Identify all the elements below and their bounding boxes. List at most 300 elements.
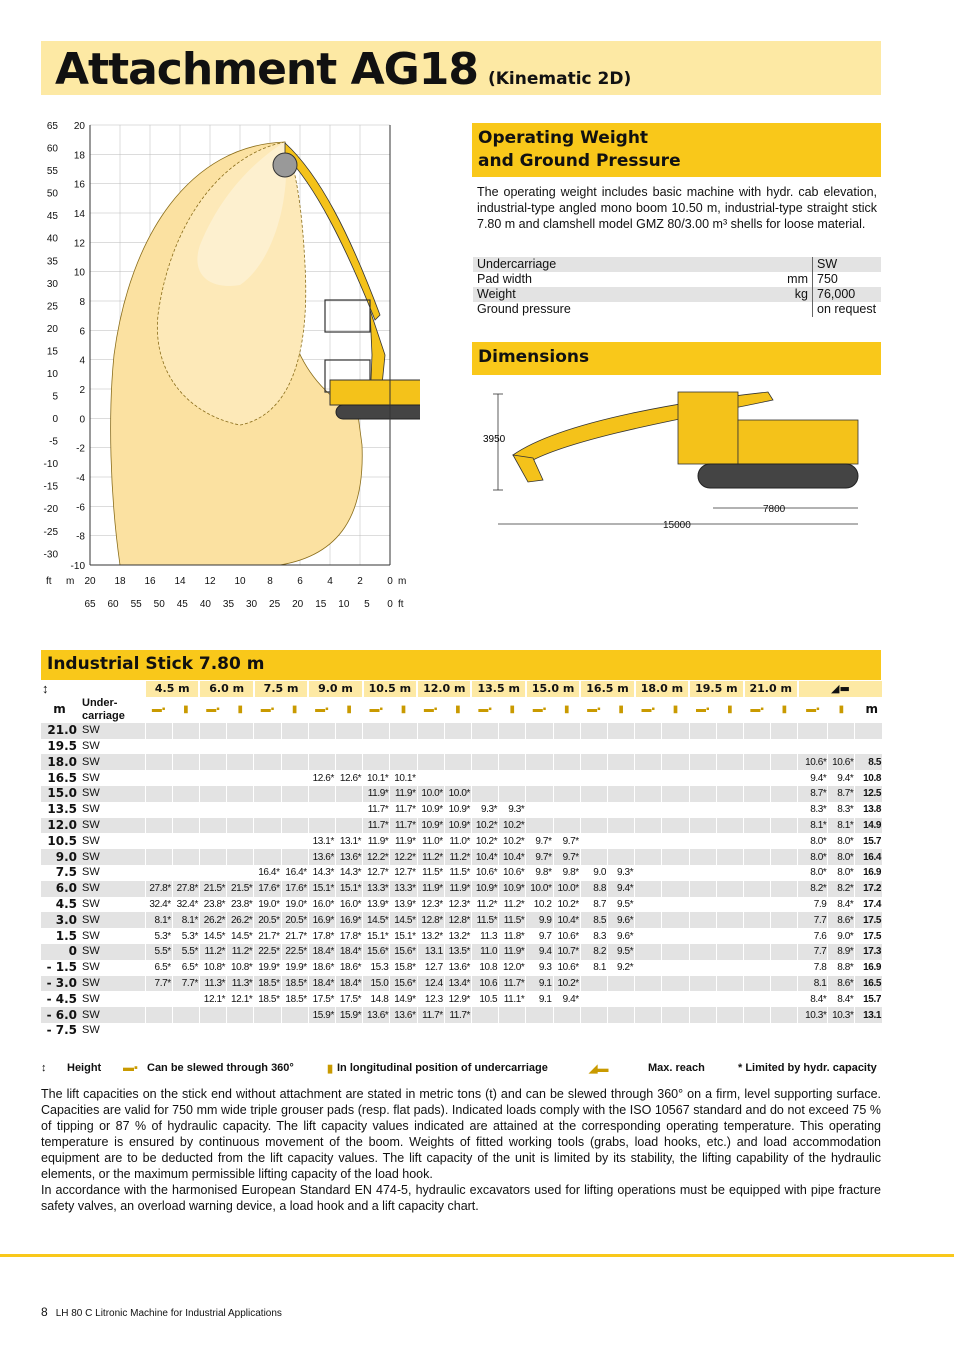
capacity-cell: 18.5* [254,991,281,1007]
capacity-cell: 18.5* [281,991,308,1007]
capacity-cell [227,818,254,834]
capacity-cell [254,739,281,755]
capacity-cell: 11.5* [417,865,444,881]
capacity-cell [771,723,798,739]
capacity-cell: 13.6* [335,849,362,865]
slew-icon: ▬▪ [744,697,771,723]
lift-capacity-table [41,681,882,1039]
capacity-cell: 11.7* [390,818,417,834]
table-row [41,739,882,755]
capacity-cell: 18.5* [254,976,281,992]
capacity-cell: 14.5* [390,912,417,928]
max-reach-capacity: 8.1 [798,976,828,992]
lift-heading-text: Industrial Stick 7.80 m [47,654,265,674]
row-undercarriage: SW [81,976,145,992]
row-undercarriage: SW [82,929,100,942]
capacity-cell [444,1023,471,1039]
capacity-cell: 16.4* [254,865,281,881]
operating-heading-line1: Operating Weight [478,128,649,148]
capacity-cell [335,802,362,818]
radius-header: 21.0 m [744,681,798,697]
capacity-cell: 10.6* [499,865,526,881]
capacity-cell [363,723,390,739]
axis-tick-m: -6 [76,502,85,514]
table-row [41,881,882,897]
capacity-cell [744,818,771,834]
capacity-cell [199,1023,226,1039]
capacity-cell [227,849,254,865]
capacity-cell [635,960,662,976]
axis-tick-ft: -5 [49,436,58,448]
capacity-cell: 11.3 [471,928,498,944]
capacity-cell: 10.1* [390,770,417,786]
capacity-cell: 6.5* [172,960,199,976]
max-reach-capacity: 7.7 [798,912,828,928]
longitudinal-icon: ▮ [390,697,417,723]
capacity-cell [771,960,798,976]
row-undercarriage: SW [81,912,145,928]
capacity-cell: 6.5* [145,960,172,976]
axis-tick-ft: 5 [52,391,58,403]
capacity-cell [254,723,281,739]
row-undercarriage: SW [81,944,145,960]
capacity-cell [744,912,771,928]
capacity-cell: 9.7 [526,928,553,944]
max-reach-capacity [828,739,855,755]
capacity-cell [526,818,553,834]
capacity-cell [308,786,335,802]
capacity-cell [227,754,254,770]
row-height: 15.0 [41,786,81,802]
capacity-cell: 11.9* [499,944,526,960]
capacity-cell [335,1023,362,1039]
row-height: 3.0 [41,912,81,928]
axis-tick-ft: 40 [46,233,58,245]
capacity-cell: 11.2* [471,897,498,913]
axis-tick-m: 6 [79,326,85,338]
max-reach-capacity: 8.0* [798,849,828,865]
capacity-cell [417,754,444,770]
capacity-cell: 11.7* [444,1007,471,1023]
axis-unit-m: m [66,576,75,587]
capacity-cell: 23.8* [227,897,254,913]
capacity-cell: 11.7* [363,818,390,834]
capacity-cell: 16.4* [281,865,308,881]
capacity-cell [689,976,716,992]
col-m-right: m [855,697,882,723]
col-under-1: Under- [82,696,118,709]
axis-tick-m: -8 [76,531,85,543]
capacity-cell [689,723,716,739]
capacity-cell [771,818,798,834]
capacity-cell [335,754,362,770]
capacity-cell [608,739,635,755]
radius-header: 18.0 m [635,681,689,697]
capacity-cell [580,1023,607,1039]
capacity-cell: 17.5* [335,991,362,1007]
capacity-cell: 10.9* [444,802,471,818]
capacity-cell [662,976,689,992]
capacity-cell: 11.2* [199,944,226,960]
capacity-cell [254,802,281,818]
capacity-cell: 10.0* [526,881,553,897]
max-reach-capacity: 8.3* [828,802,855,818]
capacity-cell [608,802,635,818]
capacity-cell [145,802,172,818]
max-reach-capacity: 7.6 [798,928,828,944]
capacity-cell [716,897,743,913]
capacity-cell [580,818,607,834]
spec-row [473,302,881,317]
capacity-cell: 9.6* [608,912,635,928]
row-height: - 6.0 [41,1007,81,1023]
capacity-cell [744,739,771,755]
slew-icon: ▬▪ [471,697,498,723]
footer [41,1305,282,1319]
max-reach-header: ◢▬ [798,681,882,697]
capacity-cell: 14.5* [199,928,226,944]
capacity-cell [608,833,635,849]
capacity-cell: 15.1* [335,881,362,897]
row-height: - 7.5 [46,1023,78,1038]
capacity-cell [227,865,254,881]
axis-tick-m: 8 [79,297,85,308]
capacity-cell [172,802,199,818]
capacity-cell [744,960,771,976]
capacity-cell [553,1023,580,1039]
capacity-cell: 15.3 [363,960,390,976]
dim-height-label: 3950 [483,434,506,445]
capacity-cell [172,786,199,802]
capacity-cell [662,865,689,881]
capacity-cell [145,991,172,1007]
capacity-cell [689,865,716,881]
capacity-cell: 12.7 [417,960,444,976]
capacity-cell [744,1023,771,1039]
capacity-cell: 9.1 [526,976,553,992]
row-height: 9.0 [41,849,81,865]
footer-rule [0,1254,954,1257]
capacity-cell: 10.0* [417,786,444,802]
capacity-cell [471,723,498,739]
capacity-cell: 21.5* [199,881,226,897]
capacity-cell [744,897,771,913]
axis-tick-ft: 65 [84,599,96,610]
capacity-cell [771,912,798,928]
axis-tick-ft: 5 [364,599,370,610]
capacity-cell: 13.3* [390,881,417,897]
title-text: Attachment AG18 [55,44,478,95]
capacity-cell: 13.6* [308,849,335,865]
row-undercarriage: SW [81,1007,145,1023]
capacity-cell [689,818,716,834]
capacity-cell: 11.3* [199,976,226,992]
capacity-cell [635,897,662,913]
capacity-cell [471,1023,498,1039]
capacity-cell [172,770,199,786]
axis-tick-m: -2 [76,443,85,455]
capacity-cell: 13.2* [417,928,444,944]
capacity-cell: 10.0* [553,881,580,897]
capacity-cell: 22.5* [281,944,308,960]
capacity-cell [716,976,743,992]
capacity-cell [662,818,689,834]
row-height: 6.0 [41,881,81,897]
legend-limited: * Limited by hydr. capacity [738,1062,877,1074]
max-reach-capacity: 10.6* [798,754,828,770]
capacity-cell [199,818,226,834]
row-undercarriage: SW [81,881,145,897]
radius-header: 10.5 m [363,681,417,697]
capacity-cell: 14.3* [335,865,362,881]
axis-tick-ft: 25 [269,599,281,610]
longitudinal-icon: ▮ [172,697,199,723]
capacity-cell: 10.9* [417,802,444,818]
capacity-cell: 16.9* [308,912,335,928]
capacity-cell [172,849,199,865]
capacity-cell [363,739,390,755]
capacity-cell: 9.1 [526,991,553,1007]
capacity-cell [635,849,662,865]
capacity-cell [608,1007,635,1023]
capacity-cell: 12.1* [199,991,226,1007]
legend-reach-icon: ◢▬ [589,1063,609,1075]
max-reach-distance: 17.5 [855,912,882,928]
capacity-cell [553,754,580,770]
capacity-cell: 10.5 [471,991,498,1007]
row-undercarriage: SW [82,803,100,816]
radius-header: 15.0 m [526,681,580,697]
capacity-cell [662,770,689,786]
table-row [41,1007,882,1023]
max-reach-capacity [798,1023,828,1039]
axis-tick-m: 0 [79,414,85,426]
col-undercarriage [81,697,145,723]
capacity-cell: 15.1* [308,881,335,897]
axis-tick-ft: 20 [46,323,58,335]
capacity-cell [526,770,553,786]
capacity-cell [580,723,607,739]
slew-icon: ▬▪ [635,697,662,723]
row-height: 13.5 [47,802,78,817]
capacity-cell [744,802,771,818]
capacity-cell: 21.5* [227,881,254,897]
axis-tick-m: -10 [70,561,85,572]
capacity-cell [716,786,743,802]
capacity-cell [635,1007,662,1023]
operating-description: The operating weight includes basic machine with hydr. cab elevation, industrial-type angled mono boom 10.50 m, industrial-type straight stick 7.80 m and clamshell model GMZ 80/3.00 m³ shells for loose material. [477,185,877,231]
axis-tick-ft: 55 [130,599,142,610]
capacity-cell: 11.3* [227,976,254,992]
axis-tick-m: 18 [73,150,85,162]
capacity-cell: 16.0* [308,897,335,913]
capacity-cell: 12.6* [308,770,335,786]
capacity-cell: 10.6* [471,865,498,881]
height-symbol: ↕ [42,681,49,697]
capacity-cell: 10.4* [499,849,526,865]
lift-heading [41,650,881,680]
max-reach-capacity: 8.0* [798,833,828,849]
spec-value: SW [813,257,882,272]
max-reach-distance: 12.5 [855,786,882,802]
capacity-cell: 14.3* [308,865,335,881]
radius-header: 13.5 m [471,681,525,697]
capacity-cell [771,897,798,913]
capacity-cell [254,1007,281,1023]
capacity-cell: 13.4* [444,976,471,992]
capacity-cell [526,1023,553,1039]
axis-tick-ft: 30 [245,599,258,610]
table-row [41,786,882,802]
capacity-cell [771,928,798,944]
capacity-cell [662,802,689,818]
table-row [41,833,882,849]
dimensions-drawing [473,380,883,540]
axis-tick-m: 6 [297,576,303,587]
capacity-cell [635,881,662,897]
capacity-cell [771,865,798,881]
capacity-cell [281,786,308,802]
axis-tick-m: 0 [387,576,393,587]
max-reach-capacity: 8.2* [828,881,855,897]
spec-unit: mm [787,272,808,286]
capacity-cell [716,991,743,1007]
max-reach-distance [855,1023,882,1039]
capacity-cell [771,944,798,960]
capacity-cell [580,802,607,818]
max-reach-capacity: 7.9 [798,897,828,913]
capacity-cell [716,865,743,881]
capacity-cell [199,754,226,770]
capacity-cell: 9.6* [608,928,635,944]
capacity-cell: 20.5* [281,912,308,928]
capacity-cell: 12.3 [417,991,444,1007]
capacity-cell: 8.2 [580,944,607,960]
capacity-cell [199,770,226,786]
capacity-cell: 27.8* [145,881,172,897]
capacity-cell: 20.5* [254,912,281,928]
capacity-cell: 8.1* [172,912,199,928]
capacity-cell: 10.4* [471,849,498,865]
spec-unit [737,257,813,272]
capacity-cell [335,739,362,755]
capacity-cell [254,1023,281,1039]
capacity-cell [499,739,526,755]
spec-value: on request [813,302,882,317]
capacity-cell [281,770,308,786]
page-title [55,43,631,106]
capacity-cell [744,849,771,865]
capacity-cell: 9.4* [608,881,635,897]
capacity-cell [227,802,254,818]
capacity-cell: 11.9* [417,881,444,897]
max-reach-capacity: 9.4* [828,770,855,786]
capacity-cell [662,849,689,865]
row-undercarriage: SW [82,739,100,752]
capacity-cell [281,833,308,849]
capacity-cell: 10.7* [553,944,580,960]
axis-tick-m: 10 [234,576,246,587]
row-undercarriage: SW [81,818,145,834]
capacity-cell: 11.0* [444,833,471,849]
axis-tick-m: 4 [327,576,333,587]
table-row [41,944,882,960]
capacity-cell: 15.9* [335,1007,362,1023]
capacity-cell [689,770,716,786]
capacity-cell: 12.9* [444,991,471,1007]
capacity-cell [553,739,580,755]
capacity-cell [771,739,798,755]
capacity-cell [771,1023,798,1039]
capacity-cell [308,723,335,739]
table-row [41,1023,882,1039]
capacity-cell: 18.6* [335,960,362,976]
capacity-cell [635,944,662,960]
capacity-cell [145,1023,172,1039]
capacity-cell [771,976,798,992]
capacity-cell: 7.7* [145,976,172,992]
max-reach-capacity: 9.4* [798,770,828,786]
capacity-cell: 10.2* [499,833,526,849]
capacity-cell: 13.2* [444,928,471,944]
capacity-cell [580,770,607,786]
capacity-cell [526,802,553,818]
capacity-cell [308,818,335,834]
table-row [41,723,882,739]
axis-tick-m: 16 [73,179,85,191]
capacity-cell [744,723,771,739]
capacity-cell [635,991,662,1007]
row-height: 10.5 [47,833,78,848]
max-reach-distance: 17.3 [855,944,882,960]
capacity-cell: 9.7* [526,833,553,849]
row-undercarriage: SW [81,754,145,770]
max-reach-distance [855,723,882,739]
legend-longitudinal: In longitudinal position of undercarriage [337,1062,548,1074]
capacity-cell: 10.6* [553,928,580,944]
capacity-cell [227,1023,254,1039]
max-reach-distance: 13.8 [855,802,882,818]
capacity-cell: 14.9* [390,991,417,1007]
axis-tick-m: 12 [204,576,216,587]
notes-paragraph-1: The lift capacities on the stick end without attachment are stated in metric tons (t) and can be slewed through 360° on a firm, level supporting surface. Capacities are valid for 750 mm wide triple grouser pads (resp. flat pads). Indicated loads comply with the ISO 10567 standard and do not exceed 75 % of tipping or 87 % of hydraulic capacity. The lift capacity values indicated are attained at the corresponding operating temperature. This operating temperature is ensured by continuous movement of the boom. Weights of fitted working tools (grabs, load hooks, etc.) and load accommodation equipment are to be deducted from the lift capacity values. The lift capacity of the unit is limited by its stability, the lifting capability of the hydraulic elements, or the maximum permissible lifting capacity of the load hook. [41,1087,881,1181]
capacity-cell [608,991,635,1007]
capacity-cell: 21.7* [281,928,308,944]
spec-unit: kg [737,287,813,302]
spec-label: Pad width [477,272,532,286]
max-reach-capacity: 8.7* [828,786,855,802]
notes [41,1086,881,1214]
capacity-cell: 22.5* [254,944,281,960]
row-undercarriage: SW [81,723,145,739]
capacity-cell [281,849,308,865]
capacity-cell [716,944,743,960]
table-row [41,849,882,865]
capacity-cell [499,754,526,770]
max-reach-distance: 17.5 [855,928,882,944]
capacity-cell: 8.1* [145,912,172,928]
capacity-cell [444,754,471,770]
axis-tick-ft: -10 [43,459,58,471]
capacity-cell: 14.5* [363,912,390,928]
axis-tick-ft: 60 [46,143,58,155]
capacity-cell [308,1023,335,1039]
capacity-cell: 12.6* [335,770,362,786]
capacity-cell [744,865,771,881]
capacity-cell [716,960,743,976]
capacity-cell [199,786,226,802]
capacity-cell: 12.3* [444,897,471,913]
